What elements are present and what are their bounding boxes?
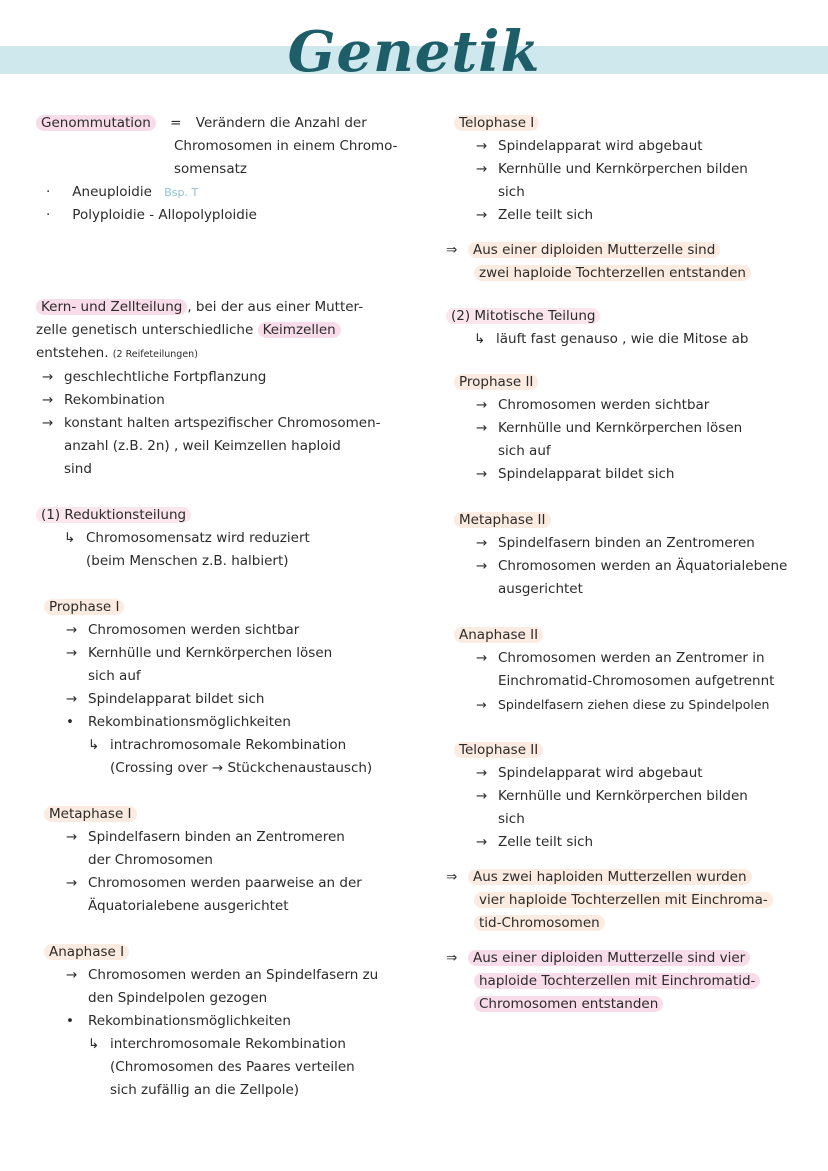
item-text-cont: (beim Menschen z.B. halbiert) — [86, 553, 289, 569]
item-text: Chromosomen werden an Zentromer in — [498, 650, 765, 666]
result-text: Aus zwei haploiden Mutterzellen wurden — [468, 869, 752, 885]
sub-arrow-icon: ↳ — [474, 331, 486, 347]
item-text: Zelle teilt sich — [498, 834, 594, 850]
item-text-cont: sich — [498, 184, 525, 200]
metaphase2-heading-text: Metaphase II — [454, 512, 551, 528]
result-text: Aus einer diploiden Mutterzelle sind vier — [468, 950, 750, 966]
meiose-line-1 — [36, 296, 404, 319]
result-text: Chromosomen entstanden — [474, 996, 663, 1012]
arrow-icon: → — [476, 397, 488, 413]
item-text-cont: (Crossing over → Stückchenaustausch) — [110, 760, 373, 776]
item-text-cont: sind — [64, 461, 92, 477]
sub-item — [36, 1033, 404, 1056]
item-text-cont: (Chromosomen des Paares verteilen — [110, 1059, 355, 1075]
item-text: intrachromosomale Rekombination — [110, 737, 347, 753]
item-text: Spindelapparat wird abgebaut — [498, 765, 703, 781]
arrow-icon: → — [476, 788, 488, 804]
bullet-dot: · — [46, 207, 51, 223]
result-1 — [446, 239, 796, 262]
list-item — [36, 527, 404, 550]
arrow-icon: → — [42, 392, 54, 408]
item-text-cont: ausgerichtet — [498, 581, 583, 597]
arrow-icon: → — [66, 875, 78, 891]
genommutation-def-3: somensatz — [174, 161, 247, 177]
item-text-cont: sich — [498, 811, 525, 827]
item-text: Zelle teilt sich — [498, 207, 594, 223]
arrow-icon: → — [66, 829, 78, 845]
list-item — [446, 762, 796, 785]
item-text: Spindelfasern binden an Zentromeren — [88, 829, 345, 845]
reduktion-heading-text: (1) Reduktionsteilung — [36, 507, 191, 523]
item-text-cont: sich zufällig an die Zellpole) — [110, 1082, 300, 1098]
bullet-dot: • — [66, 1013, 74, 1029]
item-text: Rekombinationsmöglichkeiten — [88, 714, 291, 730]
item-text: Spindelapparat wird abgebaut — [498, 138, 703, 154]
arrow-icon: → — [66, 645, 78, 661]
list-item — [446, 135, 796, 158]
prophase1-heading-text: Prophase I — [44, 599, 124, 615]
double-arrow-icon: ⇒ — [446, 950, 458, 966]
result-2 — [446, 866, 796, 889]
sub-arrow-icon: ↳ — [88, 737, 100, 753]
genommutation-term: Genommutation — [36, 115, 156, 131]
item-text: Rekombinationsmöglichkeiten — [88, 1013, 291, 1029]
result-3-cont — [446, 970, 796, 993]
list-item — [36, 181, 404, 204]
list-item — [36, 964, 404, 987]
arrow-icon: → — [476, 535, 488, 551]
list-item — [446, 647, 796, 670]
list-item — [36, 711, 404, 734]
list-item — [36, 826, 404, 849]
list-item — [446, 532, 796, 555]
item-text: konstant halten artspezifischer Chromosomen- — [64, 415, 381, 431]
item-text: geschlechtliche Fortpflanzung — [64, 369, 267, 385]
item-text: Chromosomen werden sichtbar — [498, 397, 710, 413]
metaphase1-heading-text: Metaphase I — [44, 806, 137, 822]
item-text: Spindelapparat bildet sich — [498, 466, 675, 482]
reifeteilungen-note: (2 Reifeteilungen) — [112, 349, 198, 360]
arrow-icon: → — [66, 691, 78, 707]
sub-arrow-icon: ↳ — [88, 1036, 100, 1052]
sub-arrow-icon: ↳ — [64, 530, 76, 546]
arrow-icon: → — [476, 697, 487, 712]
result-3-cont — [446, 993, 796, 1016]
bsp-note: Bsp. T — [164, 186, 199, 199]
list-item — [446, 417, 796, 440]
item-text: Chromosomen werden an Äquatorialebene — [498, 558, 788, 574]
item-text: Spindelapparat bildet sich — [88, 691, 265, 707]
genommutation-def-1: Verändern die Anzahl der — [195, 115, 367, 131]
arrow-icon: → — [476, 420, 488, 436]
arrow-icon: → — [42, 415, 54, 431]
result-1-cont — [446, 262, 796, 285]
genommutation-line-1 — [36, 112, 404, 135]
item-text: Chromosomen werden an Spindelfasern zu — [88, 967, 379, 983]
polyploidie-text: Polyploidie - Allopolyploidie — [72, 207, 257, 223]
list-item — [36, 1010, 404, 1033]
anaphase2-heading-text: Anaphase II — [454, 627, 543, 643]
arrow-icon: → — [66, 967, 78, 983]
double-arrow-icon: ⇒ — [446, 242, 458, 258]
list-item — [446, 158, 796, 181]
list-item — [446, 831, 796, 854]
bullet-dot: · — [46, 184, 51, 200]
list-item — [36, 688, 404, 711]
result-2-cont — [446, 889, 796, 912]
list-item — [446, 555, 796, 578]
item-text: interchromosomale Rekombination — [110, 1036, 346, 1052]
item-text: Chromosomen werden paarweise an der — [88, 875, 362, 891]
metaphase1-heading — [36, 803, 404, 826]
item-text-cont: Einchromatid-Chromosomen aufgetrennt — [498, 673, 775, 689]
item-text-cont: den Spindelpolen gezogen — [88, 990, 268, 1006]
telophase1-heading — [446, 112, 796, 135]
meiose-text-2: zelle genetisch unterschiedliche — [36, 322, 254, 338]
list-item — [446, 328, 796, 351]
item-text: Kernhülle und Kernkörperchen bilden — [498, 788, 748, 804]
meiose-line-3 — [36, 342, 404, 366]
item-text-cont: sich auf — [88, 668, 141, 684]
result-text: haploide Tochterzellen mit Einchromatid- — [474, 973, 760, 989]
result-3 — [446, 947, 796, 970]
list-item — [446, 785, 796, 808]
list-item — [36, 389, 404, 412]
arrow-icon: → — [476, 138, 488, 154]
anaphase1-heading-text: Anaphase I — [44, 944, 129, 960]
aneuploidie-text: Aneuploidie — [72, 184, 152, 200]
arrow-icon: → — [476, 650, 488, 666]
mitotisch-heading — [446, 305, 796, 328]
list-item — [36, 366, 404, 389]
arrow-icon: → — [476, 765, 488, 781]
item-text-cont: der Chromosomen — [88, 852, 213, 868]
result-text: zwei haploide Tochterzellen entstanden — [474, 265, 751, 281]
item-text: Rekombination — [64, 392, 165, 408]
list-item — [36, 872, 404, 895]
prophase1-heading — [36, 596, 404, 619]
arrow-icon: → — [476, 558, 488, 574]
list-item — [446, 693, 796, 716]
arrow-icon: → — [66, 622, 78, 638]
left-column — [36, 112, 404, 1102]
item-text: Chromosomensatz wird reduziert — [86, 530, 310, 546]
bullet-dot: • — [66, 714, 74, 730]
list-item — [446, 463, 796, 486]
list-item — [446, 204, 796, 227]
arrow-icon: → — [476, 466, 488, 482]
item-text: Spindelfasern ziehen diese zu Spindelpolen — [498, 697, 770, 712]
meiose-line-2 — [36, 319, 404, 342]
item-text-cont: anzahl (z.B. 2n) , weil Keimzellen haploid — [64, 438, 341, 454]
result-text: tid-Chromosomen — [474, 915, 605, 931]
mitotisch-heading-text: (2) Mitotische Teilung — [446, 308, 600, 324]
item-text: läuft fast genauso , wie die Mitose ab — [496, 331, 749, 347]
double-arrow-icon: ⇒ — [446, 869, 458, 885]
arrow-icon: → — [476, 207, 488, 223]
prophase2-heading — [446, 371, 796, 394]
meiose-term: Kern- und Zellteilung — [36, 299, 187, 315]
list-item — [36, 642, 404, 665]
result-text: Aus einer diploiden Mutterzelle sind — [468, 242, 720, 258]
sub-item — [36, 734, 404, 757]
list-item — [36, 619, 404, 642]
page-title: Genetik — [287, 19, 541, 85]
arrow-icon: → — [42, 369, 54, 385]
telophase2-heading — [446, 739, 796, 762]
meiose-text-3: entstehen. — [36, 345, 109, 361]
telophase1-heading-text: Telophase I — [454, 115, 539, 131]
item-text-cont: Äquatorialebene ausgerichtet — [88, 898, 289, 914]
telophase2-heading-text: Telophase II — [454, 742, 543, 758]
list-item — [36, 204, 404, 227]
list-item — [446, 394, 796, 417]
equals-sign: = — [170, 115, 182, 131]
item-text: Kernhülle und Kernkörperchen lösen — [498, 420, 743, 436]
anaphase2-heading — [446, 624, 796, 647]
list-item — [36, 412, 404, 435]
metaphase2-heading — [446, 509, 796, 532]
item-text: Kernhülle und Kernkörperchen lösen — [88, 645, 333, 661]
reduktion-heading — [36, 504, 404, 527]
meiose-text-1: , bei der aus einer Mutter- — [187, 299, 364, 315]
item-text: Kernhülle und Kernkörperchen bilden — [498, 161, 748, 177]
right-column — [446, 112, 796, 1016]
item-text: Spindelfasern binden an Zentromeren — [498, 535, 755, 551]
keimzellen-highlight: Keimzellen — [258, 322, 341, 338]
result-text: vier haploide Tochterzellen mit Einchroma- — [474, 892, 773, 908]
arrow-icon: → — [476, 161, 488, 177]
result-2-cont — [446, 912, 796, 935]
prophase2-heading-text: Prophase II — [454, 374, 538, 390]
genommutation-def-2: Chromosomen in einem Chromo- — [174, 138, 398, 154]
item-text-cont: sich auf — [498, 443, 551, 459]
item-text: Chromosomen werden sichtbar — [88, 622, 300, 638]
arrow-icon: → — [476, 834, 488, 850]
anaphase1-heading — [36, 941, 404, 964]
